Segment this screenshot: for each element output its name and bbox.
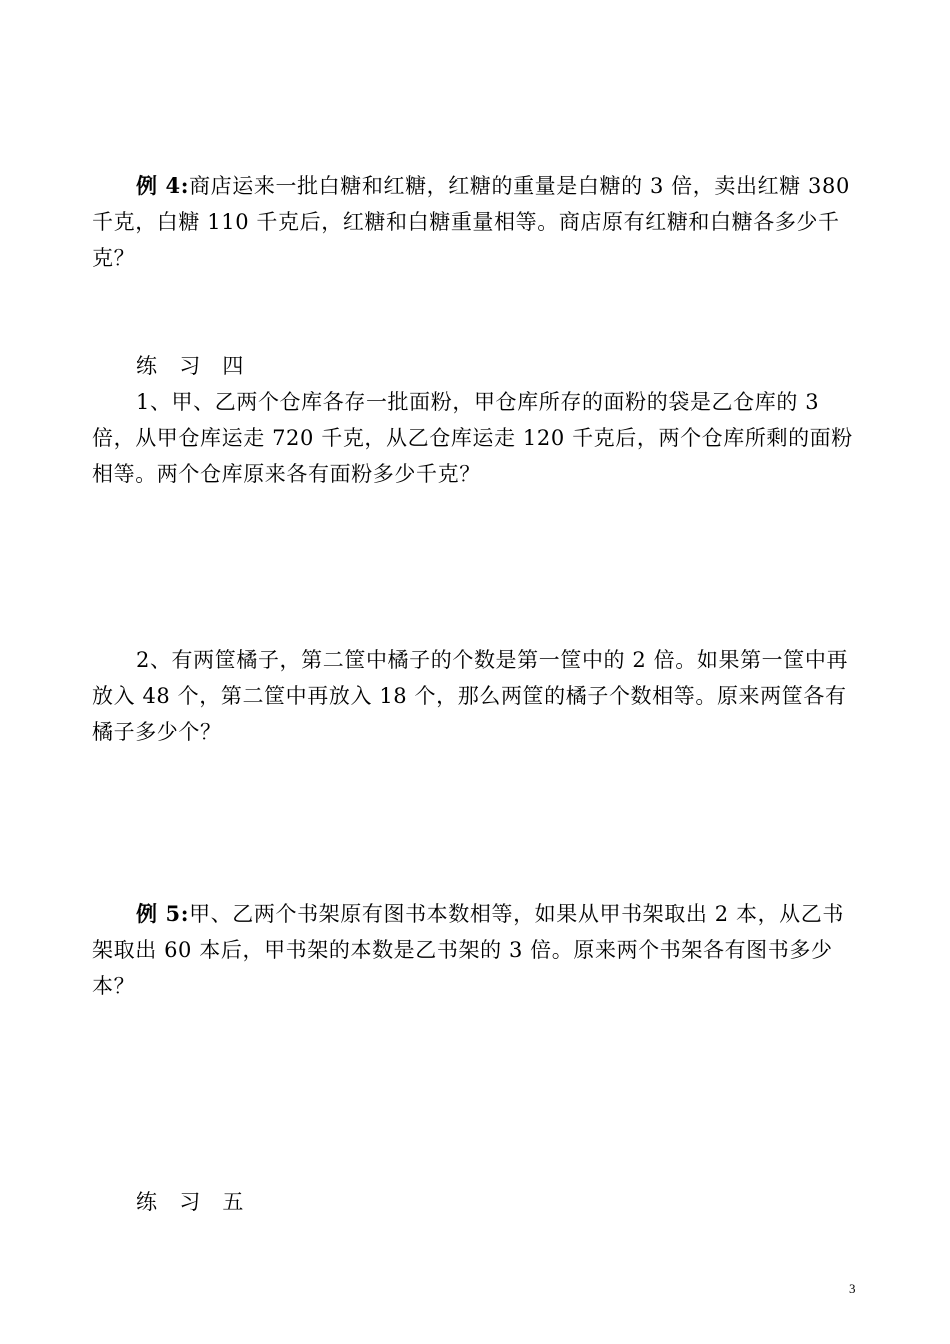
- example-5-text: 甲、乙两个书架原有图书本数相等，如果从甲书架取出 2 本，从乙书架取出 60 本后，甲书架的本数是乙书架的 3 倍。原来两个书架各有图书多少本？: [92, 902, 844, 998]
- exercise-4-question-1: [92, 384, 862, 492]
- exercise-4-question-1-text: 1、甲、乙两个仓库各存一批面粉，甲仓库所存的面粉的袋是乙仓库的 3 倍，从甲仓库运走 720 千克，从乙仓库运走 120 千克后，两个仓库所剩的面粉相等。两个仓库原来各有面粉多少千克？: [92, 390, 853, 486]
- example-4-text: 商店运来一批白糖和红糖，红糖的重量是白糖的 3 倍，卖出红糖 380 千克，白糖 110 千克后，红糖和白糖重量相等。商店原有红糖和白糖各多少千克？: [92, 174, 850, 270]
- example-4-paragraph: [92, 168, 862, 276]
- exercise-5-heading: 练 习 五: [136, 1190, 244, 1214]
- example-4-label: 例 4:: [136, 173, 190, 198]
- example-5-paragraph: [92, 896, 862, 1004]
- page-number: 3: [849, 1281, 856, 1296]
- example-5-label: 例 5:: [136, 901, 190, 926]
- exercise-4-question-2: [92, 642, 862, 750]
- exercise-4-question-2-text: 2、有两筐橘子，第二筐中橘子的个数是第一筐中的 2 倍。如果第一筐中再放入 48 个，第二筐中再放入 18 个，那么两筐的橘子个数相等。原来两筐各有橘子多少个？: [92, 648, 849, 744]
- exercise-4-heading: 练 习 四: [136, 354, 244, 378]
